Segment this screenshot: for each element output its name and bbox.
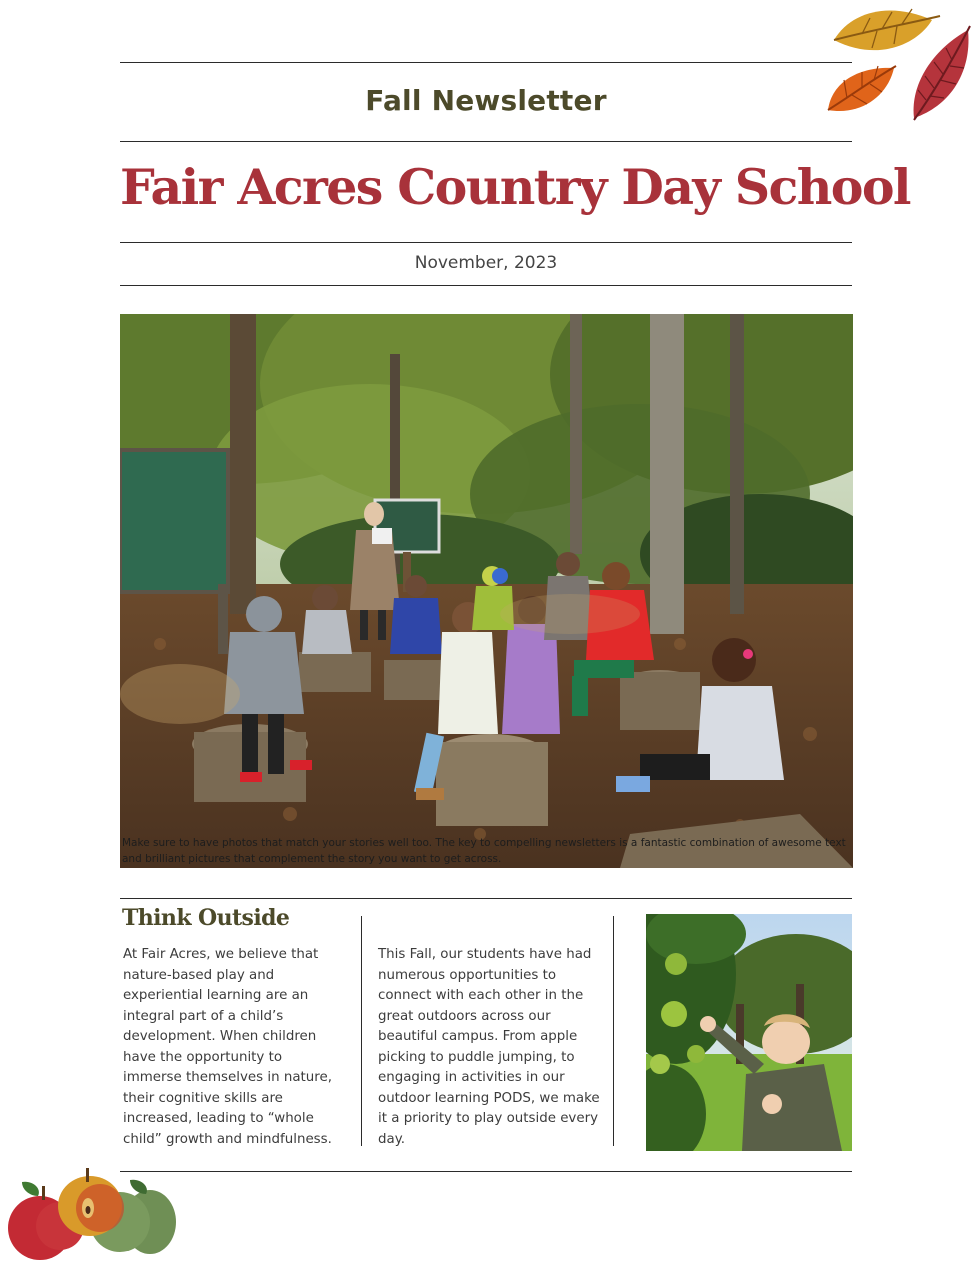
apple-picking-illustration bbox=[646, 914, 852, 1151]
column-divider-2 bbox=[613, 916, 614, 1146]
article-column-2: This Fall, our students have had numerous opportunities to connect with each other in the great outdoors across our beautiful campus. From apple picking to puddle jumping, to engaging in activities in our outdoor learning PODS, we make it a priority to play outside every day. bbox=[378, 947, 600, 1147]
hero-photo-illustration bbox=[120, 314, 853, 868]
section-rule-bottom bbox=[120, 1171, 852, 1172]
article-title: Think Outside bbox=[122, 905, 290, 931]
column-divider-1 bbox=[361, 916, 362, 1146]
title-rule bbox=[120, 242, 852, 243]
date-rule bbox=[120, 285, 852, 286]
issue-date: November, 2023 bbox=[414, 253, 558, 273]
top-rule bbox=[120, 62, 852, 63]
apple-picking-photo bbox=[646, 914, 852, 1151]
hero-photo-caption: Make sure to have photos that match your stories well too. The key to compelling newsletters is a fantastic combination of awesome text and brilliant pictures that complement the story you want to get across. bbox=[122, 837, 846, 865]
kicker-rule bbox=[120, 141, 852, 142]
school-name-title: Fair Acres Country Day School bbox=[120, 158, 910, 216]
newsletter-kicker: Fall Newsletter bbox=[365, 84, 607, 117]
section-rule-top bbox=[120, 898, 852, 899]
article-column-1: At Fair Acres, we believe that nature-based play and experiential learning are an integral part of a child’s development. When children have the opportunity to immerse themselves in nature, their cognitive skills are increased, leading to “whole child” growth and mindfulness. bbox=[123, 947, 332, 1147]
apples-decoration bbox=[0, 1160, 180, 1267]
hero-photo-outdoor-class bbox=[120, 314, 853, 868]
